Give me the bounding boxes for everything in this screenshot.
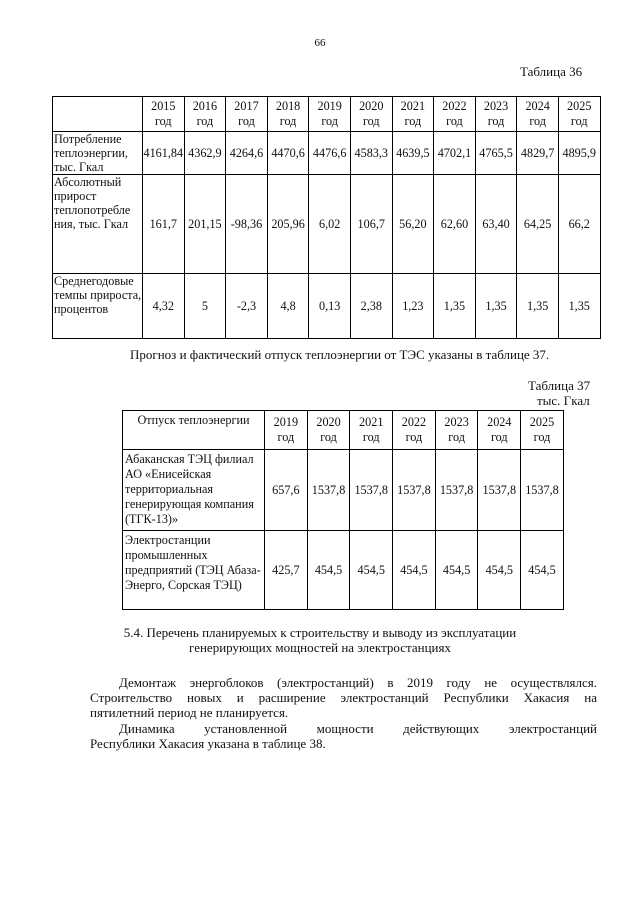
table-cell: 4161,84 bbox=[143, 132, 185, 175]
table-cell: -2,3 bbox=[226, 274, 268, 339]
table-cell: 6,02 bbox=[309, 175, 351, 274]
table37-year-2023: 2023 год bbox=[435, 411, 478, 450]
table36-year-2018: 2018 год bbox=[267, 97, 309, 132]
table-cell: 1,35 bbox=[434, 274, 476, 339]
row-label: Потребление теплоэнергии, тыс. Гкал bbox=[53, 132, 143, 175]
table-cell: 4829,7 bbox=[517, 132, 559, 175]
table-cell: 4264,6 bbox=[226, 132, 268, 175]
table36-year-2023: 2023 год bbox=[475, 97, 517, 132]
table-cell: 0,13 bbox=[309, 274, 351, 339]
table-cell: 4765,5 bbox=[475, 132, 517, 175]
table-cell: 4639,5 bbox=[392, 132, 434, 175]
table36-year-2015: 2015 год bbox=[143, 97, 185, 132]
table-cell: 454,5 bbox=[478, 531, 521, 610]
table-cell: 161,7 bbox=[143, 175, 185, 274]
table-row bbox=[53, 274, 601, 339]
row-label: Среднегодовые темпы прироста, процентов bbox=[53, 274, 143, 339]
table-cell: 4702,1 bbox=[434, 132, 476, 175]
table37-header-row bbox=[123, 411, 564, 450]
table36-corner-cell bbox=[53, 97, 143, 132]
table-cell: 1537,8 bbox=[521, 450, 564, 531]
table-cell: 1,35 bbox=[517, 274, 559, 339]
table-cell: 56,20 bbox=[392, 175, 434, 274]
table-cell: 4476,6 bbox=[309, 132, 351, 175]
table-cell: 62,60 bbox=[434, 175, 476, 274]
table-cell: 1537,8 bbox=[307, 450, 350, 531]
table37-year-2020: 2020 год bbox=[307, 411, 350, 450]
table-row bbox=[123, 531, 564, 610]
table-cell: 454,5 bbox=[350, 531, 393, 610]
row-label: Абаканская ТЭЦ филиал АО «Енисейская территориальная генерирующая компания (ТГК-13)» bbox=[123, 450, 265, 531]
table-cell: 66,2 bbox=[558, 175, 600, 274]
table-cell: 201,15 bbox=[184, 175, 226, 274]
table-cell: 5 bbox=[184, 274, 226, 339]
table-cell: -98,36 bbox=[226, 175, 268, 274]
table-cell: 1,35 bbox=[558, 274, 600, 339]
table36-caption: Таблица 36 bbox=[520, 64, 583, 79]
table37-year-2022: 2022 год bbox=[393, 411, 436, 450]
paragraph1-line3: пятилетний период не планируется. bbox=[90, 705, 289, 720]
table36-year-2025: 2025 год bbox=[558, 97, 600, 132]
table-37 bbox=[122, 410, 564, 610]
table-cell: 1537,8 bbox=[350, 450, 393, 531]
table-36 bbox=[52, 96, 601, 339]
table-cell: 4895,9 bbox=[558, 132, 600, 175]
paragraph2-line1: Динамика установленной мощности действующих электростанций bbox=[119, 721, 597, 736]
table-cell: 1537,8 bbox=[393, 450, 436, 531]
table36-header-row bbox=[53, 97, 601, 132]
table37-year-2024: 2024 год bbox=[478, 411, 521, 450]
table-cell: 4,8 bbox=[267, 274, 309, 339]
table37-year-2025: 2025 год bbox=[521, 411, 564, 450]
paragraph1-line1: Демонтаж энергоблоков (электростанций) в 2019 году не осуществлялся. bbox=[119, 675, 597, 690]
table-cell: 63,40 bbox=[475, 175, 517, 274]
section-title-line1: 5.4. Перечень планируемых к строительству и выводу из эксплуатации bbox=[123, 625, 517, 640]
table-cell: 425,7 bbox=[265, 531, 308, 610]
paragraph2-line2: Республики Хакасия указана в таблице 38. bbox=[90, 736, 326, 751]
table-cell: 4,32 bbox=[143, 274, 185, 339]
paragraph1-line2: Строительство новых и расширение электростанций Республики Хакасия на bbox=[90, 690, 597, 705]
section-title-line2: генерирующих мощностей на электростанциях bbox=[189, 640, 451, 655]
table-cell: 1,23 bbox=[392, 274, 434, 339]
table-cell: 1537,8 bbox=[478, 450, 521, 531]
table37-header-label: Отпуск теплоэнергии bbox=[123, 411, 265, 450]
table37-year-2021: 2021 год bbox=[350, 411, 393, 450]
row-label: Абсолютный прирост теплопотребле ния, тыс. Гкал bbox=[53, 175, 143, 274]
table-cell: 64,25 bbox=[517, 175, 559, 274]
table-cell: 454,5 bbox=[393, 531, 436, 610]
table36-year-2021: 2021 год bbox=[392, 97, 434, 132]
table-cell: 2,38 bbox=[350, 274, 392, 339]
table-cell: 1537,8 bbox=[435, 450, 478, 531]
row-label: Электростанции промышленных предприятий (ТЭЦ Абаза-Энерго, Сорская ТЭЦ) bbox=[123, 531, 265, 610]
table36-year-2016: 2016 год bbox=[184, 97, 226, 132]
table36-year-2019: 2019 год bbox=[309, 97, 351, 132]
table37-year-2019: 2019 год bbox=[265, 411, 308, 450]
table36-year-2024: 2024 год bbox=[517, 97, 559, 132]
table36-year-2017: 2017 год bbox=[226, 97, 268, 132]
table-row bbox=[53, 175, 601, 274]
table-cell: 657,6 bbox=[265, 450, 308, 531]
table37-caption: Таблица 37 bbox=[528, 378, 591, 393]
table-cell: 454,5 bbox=[435, 531, 478, 610]
table-cell: 106,7 bbox=[350, 175, 392, 274]
table36-year-2020: 2020 год bbox=[350, 97, 392, 132]
table-cell: 454,5 bbox=[521, 531, 564, 610]
table-row bbox=[53, 132, 601, 175]
intro-text: Прогноз и фактический отпуск теплоэнергии от ТЭС указаны в таблице 37. bbox=[130, 347, 550, 362]
table-cell: 4470,6 bbox=[267, 132, 309, 175]
table-cell: 4362,9 bbox=[184, 132, 226, 175]
table37-unit: тыс. Гкал bbox=[537, 393, 590, 408]
page-number: 66 bbox=[314, 37, 326, 49]
table36-year-2022: 2022 год bbox=[434, 97, 476, 132]
table-cell: 454,5 bbox=[307, 531, 350, 610]
table-cell: 1,35 bbox=[475, 274, 517, 339]
table-cell: 4583,3 bbox=[350, 132, 392, 175]
table-cell: 205,96 bbox=[267, 175, 309, 274]
table-row bbox=[123, 450, 564, 531]
